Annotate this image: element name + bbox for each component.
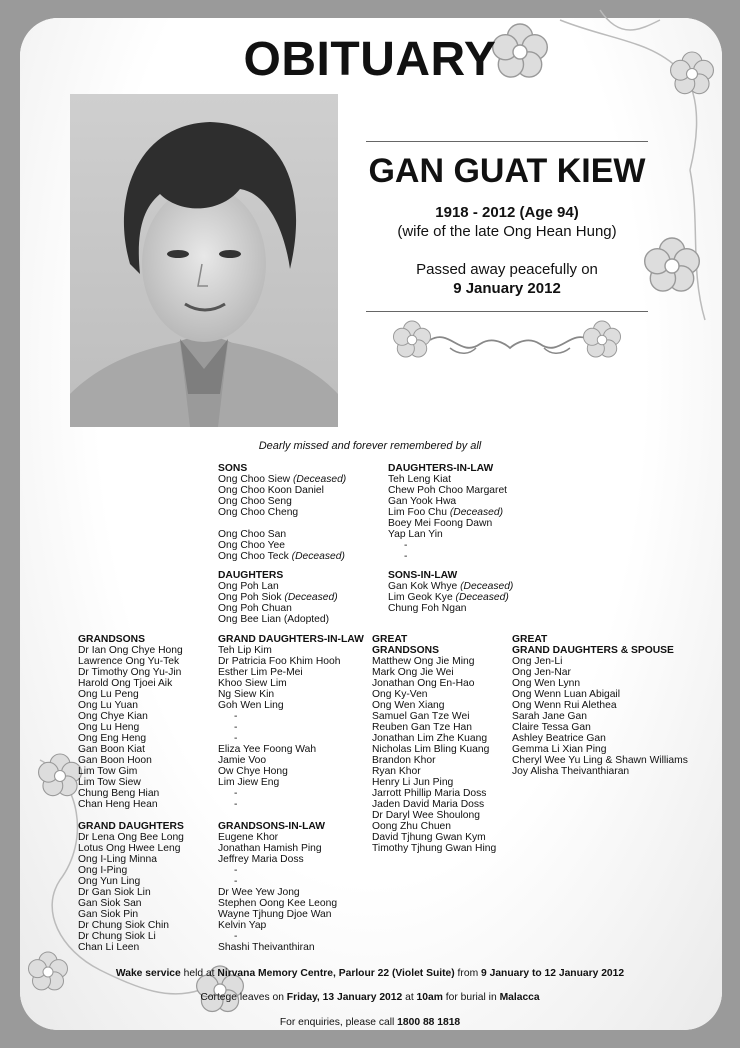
list-item: Dr Lena Ong Bee Long [78, 832, 184, 843]
daughters-header: DAUGHTERS [218, 570, 284, 581]
list-item: Ong Eng Heng [78, 733, 147, 744]
list-item: Samuel Gan Tze Wei [372, 711, 470, 722]
grandsons-list [78, 634, 184, 953]
list-item: Eugene Khor [218, 832, 279, 843]
sons-in-law-header: SONS-IN-LAW [388, 570, 458, 581]
list-item: - [234, 931, 238, 942]
list-item: Ong Wenn Rui Alethea [512, 700, 617, 711]
list-item: Jaden David Maria Doss [372, 799, 485, 810]
list-item: Ong Poh Siok (Deceased) [218, 592, 338, 603]
divider-bottom [366, 311, 648, 312]
list-item: Esther Lim Pe-Mei [218, 667, 303, 678]
list-item: Ong Jen-Nar [512, 667, 571, 678]
list-item: Ong Wen Lynn [512, 678, 581, 689]
passed-line: Passed away peacefully on [416, 261, 598, 278]
list-item: Lawrence Ong Yu-Tek [78, 656, 180, 667]
list-item: Jarrott Phillip Maria Doss [372, 788, 487, 799]
list-item: Jonathan Lim Zhe Kuang [372, 733, 488, 744]
list-item: - [234, 788, 238, 799]
sons-list [218, 463, 346, 562]
list-item: Jamie Voo [218, 755, 267, 766]
list-item: Oong Zhu Chuen [372, 821, 451, 832]
list-item: Harold Ong Tjoei Aik [78, 678, 173, 689]
list-item: Gan Siok San [78, 898, 142, 909]
list-spacer [218, 518, 346, 529]
list-item: Ong Wenn Luan Abigail [512, 689, 621, 700]
list-item: Teh Lip Kim [218, 645, 272, 656]
great-grandsons-header-2: GRANDSONS [372, 645, 439, 656]
list-item: Ong Choo Teck (Deceased) [218, 551, 345, 562]
great-grandsons-header-1: GREAT [372, 634, 408, 645]
list-item: Gan Yook Hwa [388, 496, 457, 507]
list-item: Jonathan Hamish Ping [218, 843, 322, 854]
list-item: Claire Tessa Gan [512, 722, 591, 733]
list-item: Shashi Theivanthiran [218, 942, 315, 953]
list-item: Lotus Ong Hwee Leng [78, 843, 181, 854]
list-item: Gan Boon Kiat [78, 744, 145, 755]
list-item: Lim Tow Gim [78, 766, 138, 777]
list-item: - [234, 733, 238, 744]
list-item: Dr Patricia Foo Khim Hooh [218, 656, 341, 667]
granddaughters-in-law-list [218, 634, 364, 953]
list-item: - [234, 722, 238, 733]
list-item: Matthew Ong Jie Ming [372, 656, 475, 667]
enquiries-line: For enquiries, please call 1800 88 1818 [279, 1017, 461, 1028]
list-item: Ashley Beatrice Gan [512, 733, 606, 744]
great-granddaughters-header-2: GRAND DAUGHTERS & SPOUSE [512, 645, 674, 656]
passed-date: 9 January 2012 [453, 280, 561, 297]
list-item: Ong Choo Cheng [218, 507, 299, 518]
obituary-title: OBITUARY [243, 33, 497, 86]
list-item: Chung Beng Hian [78, 788, 160, 799]
list-item: - [234, 865, 238, 876]
life-years: 1918 - 2012 (Age 94) [435, 204, 579, 221]
list-item: Jeffrey Maria Doss [218, 854, 304, 865]
list-item: Chew Poh Choo Margaret [388, 485, 508, 496]
list-item: Ong Lu Yuan [78, 700, 138, 711]
list-item: Wayne Tjhung Djoe Wan [218, 909, 332, 920]
list-item: Lim Geok Kye (Deceased) [388, 592, 509, 603]
list-item: Dr Gan Siok Lin [78, 887, 151, 898]
list-item: - [234, 876, 238, 887]
list-item: Ong Choo Siew (Deceased) [218, 474, 347, 485]
sons-in-law-list [388, 570, 513, 614]
divider-top [366, 141, 648, 142]
list-item: Ng Siew Kin [218, 689, 275, 700]
list-item: - [404, 551, 408, 562]
list-item: Lim Foo Chu (Deceased) [388, 507, 504, 518]
grandsons-header: GRANDSONS [78, 634, 145, 645]
cortege-line: Cortege leaves on Friday, 13 January 2012 at 10am for burial in Malacca [200, 992, 540, 1003]
list-item: Dr Ian Ong Chye Hong [78, 645, 183, 656]
great-granddaughters-list [512, 634, 688, 777]
list-item: Ong Choo Yee [218, 540, 285, 551]
list-item: Khoo Siew Lim [218, 678, 287, 689]
list-item: Ong Poh Lan [218, 581, 279, 592]
grandsons-in-law-header: GRANDSONS-IN-LAW [218, 821, 325, 832]
list-item: Goh Wen Ling [218, 700, 284, 711]
list-item: Chan Li Leen [78, 942, 140, 953]
flower-ornament [390, 318, 630, 362]
wake-service-line: Wake service held at Nirvana Memory Centre, Parlour 22 (Violet Suite) from 9 January to 12 January 2012 [115, 968, 625, 979]
list-item: Chung Foh Ngan [388, 603, 467, 614]
great-granddaughters-header-1: GREAT [512, 634, 548, 645]
list-spacer [218, 810, 364, 821]
list-item: Gan Siok Pin [78, 909, 139, 920]
list-item: Ong Ky-Ven [372, 689, 428, 700]
list-item: Gan Boon Hoon [78, 755, 152, 766]
list-item: Ong Poh Chuan [218, 603, 292, 614]
granddaughters-header: GRAND DAUGHTERS [78, 821, 184, 832]
list-item: Ong Jen-Li [512, 656, 563, 667]
list-item: Sarah Jane Gan [512, 711, 587, 722]
list-item: Ong I-Ling Minna [78, 854, 157, 865]
list-item: Boey Mei Foong Dawn [388, 518, 493, 529]
list-item: Stephen Oong Kee Leong [218, 898, 338, 909]
list-item: Ong Choo San [218, 529, 287, 540]
list-item: Ow Chye Hong [218, 766, 288, 777]
list-item: Joy Alisha Theivanthiaran [512, 766, 630, 777]
list-item: Dr Wee Yew Jong [218, 887, 300, 898]
list-item: Brandon Khor [372, 755, 436, 766]
great-grandsons-list [372, 634, 496, 854]
list-item: Gan Kok Whye (Deceased) [388, 581, 514, 592]
list-item: Yap Lan Yin [388, 529, 443, 540]
list-item: Gemma Li Xian Ping [512, 744, 607, 755]
list-item: Ong Chye Kian [78, 711, 148, 722]
list-item: Ong I-Ping [78, 865, 128, 876]
list-item: Ong Yun Ling [78, 876, 141, 887]
list-item: Nicholas Lim Bling Kuang [372, 744, 490, 755]
list-item: Ong Lu Heng [78, 722, 140, 733]
list-item: Ong Lu Peng [78, 689, 139, 700]
list-item: Henry Li Jun Ping [372, 777, 454, 788]
list-item: Jonathan Ong En-Hao [372, 678, 475, 689]
list-item: - [404, 540, 408, 551]
list-item: Cheryl Wee Yu Ling & Shawn Williams [512, 755, 688, 766]
list-item: Kelvin Yap [218, 920, 267, 931]
list-item: Ong Choo Koon Daniel [218, 485, 324, 496]
daughters-in-law-header: DAUGHTERS-IN-LAW [388, 463, 494, 474]
deceased-name: GAN GUAT KIEW [368, 152, 646, 190]
list-item: Lim Jiew Eng [218, 777, 280, 788]
list-item: Ong Bee Lian (Adopted) [218, 614, 330, 625]
list-item: Reuben Gan Tze Han [372, 722, 472, 733]
list-item: Ong Choo Seng [218, 496, 292, 507]
list-item: - [234, 799, 238, 810]
list-item: David Tjhung Gwan Kym [372, 832, 486, 843]
list-item: Dr Chung Siok Chin [78, 920, 169, 931]
list-item: Timothy Tjhung Gwan Hing [372, 843, 497, 854]
sons-header: SONS [218, 463, 248, 474]
list-item: Ong Wen Xiang [372, 700, 445, 711]
remembered-line: Dearly missed and forever remembered by all [258, 440, 482, 452]
list-item: Teh Leng Kiat [388, 474, 451, 485]
list-item: - [234, 711, 238, 722]
list-item: Chan Heng Hean [78, 799, 158, 810]
list-item: Ryan Khor [372, 766, 421, 777]
list-item: Dr Daryl Wee Shoulong [372, 810, 480, 821]
wife-of: (wife of the late Ong Hean Hung) [397, 223, 617, 240]
daughters-in-law-list [388, 463, 507, 562]
granddaughters-in-law-header: GRAND DAUGHTERS-IN-LAW [218, 634, 364, 645]
list-item: Mark Ong Jie Wei [372, 667, 454, 678]
list-item: Dr Chung Siok Li [78, 931, 156, 942]
list-item: Dr Timothy Ong Yu-Jin [78, 667, 182, 678]
portrait-photo [70, 94, 338, 427]
daughters-list [218, 570, 338, 625]
list-item: Lim Tow Siew [78, 777, 141, 788]
list-item: Eliza Yee Foong Wah [218, 744, 317, 755]
list-spacer [78, 810, 184, 821]
